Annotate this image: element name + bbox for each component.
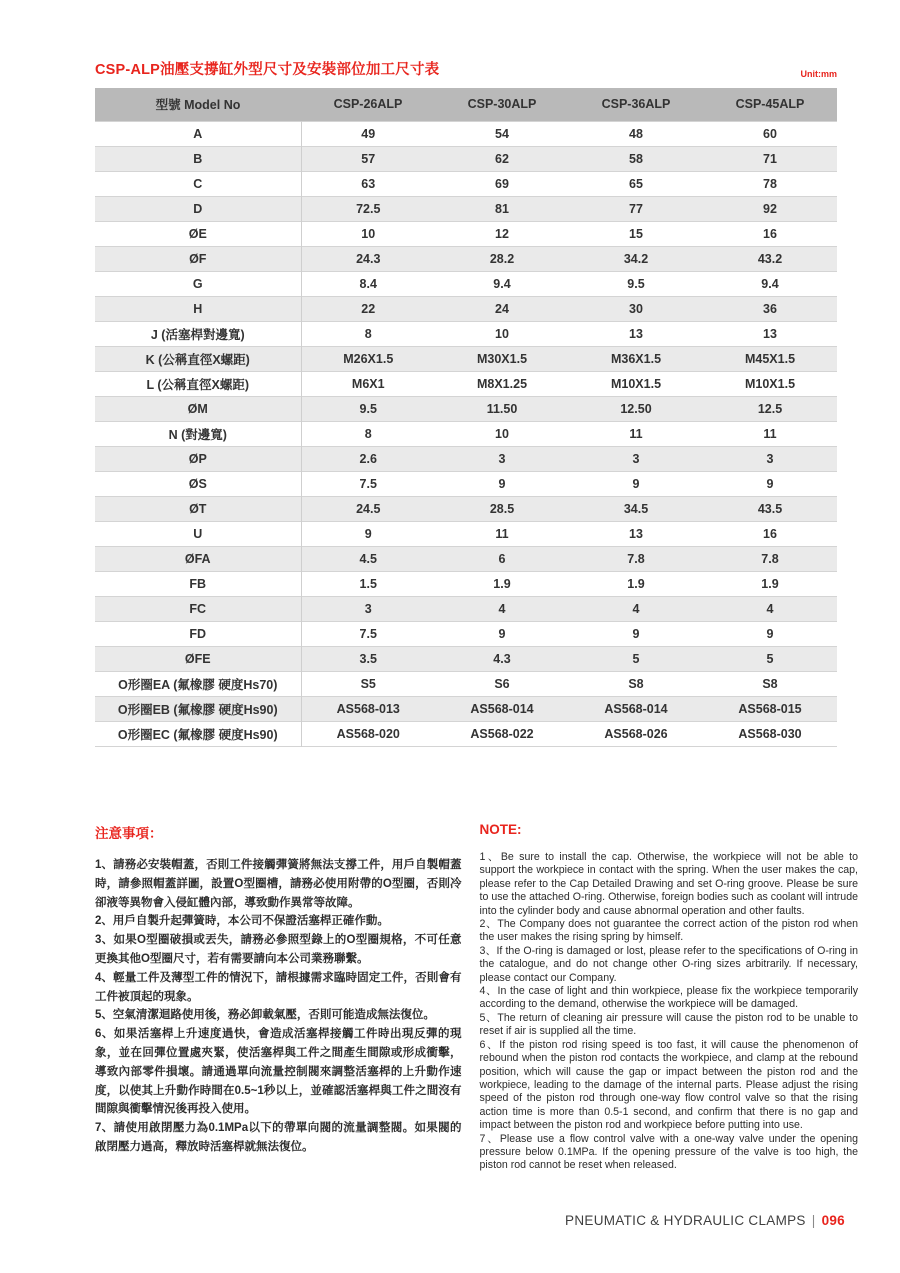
cell-value: 24 [435,296,569,321]
cell-value: 72.5 [301,196,435,221]
note-item-zh: 5、空氣清潔迴路使用後，務必卸載氣壓，否則可能造成無法復位。 [95,1009,435,1022]
row-label: B [95,146,301,171]
row-label: FC [95,596,301,621]
title-row [95,58,837,79]
page-footer [565,1213,845,1228]
footer-text: PNEUMATIC & HYDRAULIC CLAMPS [565,1213,806,1228]
table-row [95,521,837,546]
cell-value: AS568-020 [301,721,435,746]
cell-value: 15 [569,221,703,246]
cell-value: AS568-014 [569,696,703,721]
cell-value: M26X1.5 [301,346,435,371]
cell-value: 92 [703,196,837,221]
cell-value: 65 [569,171,703,196]
row-label: G [95,271,301,296]
cell-value: AS568-026 [569,721,703,746]
cell-value: 49 [301,121,435,146]
cell-value: 13 [569,321,703,346]
cell-value: 4.3 [435,646,569,671]
row-label: U [95,521,301,546]
cell-value: 8.4 [301,271,435,296]
cell-value: 12 [435,221,569,246]
cell-value: 3 [301,596,435,621]
cell-value: M6X1 [301,371,435,396]
cell-value: 9 [435,621,569,646]
table-row [95,596,837,621]
table-row [95,571,837,596]
cell-value: 9 [703,471,837,496]
spec-table-header [95,88,837,121]
cell-value: 1.9 [435,571,569,596]
cell-value: 7.5 [301,621,435,646]
cell-value: 12.50 [569,396,703,421]
cell-value: 4 [435,596,569,621]
table-row [95,221,837,246]
notes-section [95,822,858,1173]
row-label: ØS [95,471,301,496]
cell-value: 1.9 [569,571,703,596]
cell-value: M10X1.5 [569,371,703,396]
cell-value: 63 [301,171,435,196]
table-row [95,121,837,146]
table-row [95,421,837,446]
row-label: O形圈EA (氟橡膠 硬度Hs70) [95,671,301,696]
cell-value: 30 [569,296,703,321]
note-item-en: 4、In the case of light and thin workpiece, please fix the workpiece temporarily according to the demand, otherwise the workpiece will be damaged. [479,985,858,1011]
cell-value: 3 [435,446,569,471]
cell-value: 10 [301,221,435,246]
column-header-csp45alp: CSP-45ALP [703,88,837,121]
table-row [95,196,837,221]
cell-value: 3 [569,446,703,471]
cell-value: 77 [569,196,703,221]
row-label: K (公稱直徑X螺距) [95,346,301,371]
cell-value: 7.8 [703,546,837,571]
row-label: A [95,121,301,146]
cell-value: 28.5 [435,496,569,521]
cell-value: S8 [703,671,837,696]
row-label: D [95,196,301,221]
cell-value: 24.5 [301,496,435,521]
page-number: 096 [821,1213,845,1228]
spec-table-body [95,121,837,746]
cell-value: 9 [569,471,703,496]
cell-value: 1.5 [301,571,435,596]
cell-value: S5 [301,671,435,696]
row-label: O形圈EB (氟橡膠 硬度Hs90) [95,696,301,721]
cell-value: 9 [703,621,837,646]
cell-value: 22 [301,296,435,321]
table-row [95,721,837,746]
note-item-zh: 1、請務必安裝帽蓋，否則工件接觸彈簧將無法支撐工件，用戶自製帽蓋時，請參照帽蓋詳圖，設置O型圈槽，請務必使用附帶的O型圈，否則冷卻液等異物會入侵缸體內部，導致動作異常等故障。 [95,859,462,909]
cell-value: 9 [569,621,703,646]
unit-label: Unit:mm [800,69,837,79]
cell-value: 60 [703,121,837,146]
cell-value: 11 [435,521,569,546]
cell-value: 3.5 [301,646,435,671]
cell-value: 43.5 [703,496,837,521]
column-header-csp30alp: CSP-30ALP [435,88,569,121]
cell-value: 9.5 [569,271,703,296]
row-label: ØP [95,446,301,471]
cell-value: AS568-013 [301,696,435,721]
cell-value: 43.2 [703,246,837,271]
cell-value: 8 [301,421,435,446]
cell-value: 5 [569,646,703,671]
table-row [95,271,837,296]
row-label: FB [95,571,301,596]
cell-value: 54 [435,121,569,146]
notes-en-title: NOTE: [479,822,522,837]
row-label: ØF [95,246,301,271]
cell-value: M36X1.5 [569,346,703,371]
cell-value: 7.8 [569,546,703,571]
row-label: ØFA [95,546,301,571]
table-row [95,371,837,396]
table-row [95,346,837,371]
cell-value: 9.4 [435,271,569,296]
cell-value: 9 [301,521,435,546]
cell-value: 62 [435,146,569,171]
row-label: ØM [95,396,301,421]
note-item-en: 3、If the O-ring is damaged or lost, please refer to the specifications of O-ring in the catalogue, and do not change other O-ring sizes arbitrarily. If necessary, please contact our Company. [479,944,858,984]
cell-value: 7.5 [301,471,435,496]
table-row [95,496,837,521]
cell-value: 4 [569,596,703,621]
table-row [95,646,837,671]
notes-zh-list [95,856,462,1157]
cell-value: 69 [435,171,569,196]
table-row [95,621,837,646]
table-row [95,446,837,471]
table-row [95,471,837,496]
row-label: ØFE [95,646,301,671]
notes-zh-title: 注意事項： [95,826,163,841]
cell-value: 16 [703,521,837,546]
cell-value: M8X1.25 [435,371,569,396]
cell-value: AS568-030 [703,721,837,746]
note-item-en: 6、If the piston rod rising speed is too fast, it will cause the phenomenon of rebound when the piston rod contacts the workpiece, and clamp at the rebound position, which will cause the gap or impact between the piston rod and the workpiece, leading to the damage of the internal parts. Please adjust the rising speed of the piston rod through one-way flow control valve so that the rising action time is more than 0.5-1 second, and confirm that there is no gap and impact between the piston rod and workpiece before putting into use. [479,1038,858,1132]
cell-value: 48 [569,121,703,146]
column-header-model: 型號 Model No [95,88,301,121]
notes-zh [95,822,462,1173]
cell-value: 81 [435,196,569,221]
cell-value: 11.50 [435,396,569,421]
cell-value: 5 [703,646,837,671]
cell-value: 78 [703,171,837,196]
cell-value: 34.2 [569,246,703,271]
note-item-zh: 4、輕量工件及薄型工件的情況下，請根據需求臨時固定工件，否則會有工件被頂起的現象。 [95,971,462,1003]
table-row [95,396,837,421]
cell-value: 1.9 [703,571,837,596]
row-label: L (公稱直徑X螺距) [95,371,301,396]
cell-value: 24.3 [301,246,435,271]
page-title: CSP-ALP油壓支撐缸外型尺寸及安裝部位加工尺寸表 [95,62,440,78]
cell-value: M10X1.5 [703,371,837,396]
column-header-csp36alp: CSP-36ALP [569,88,703,121]
footer-separator: | [811,1213,816,1228]
cell-value: 34.5 [569,496,703,521]
spec-table [95,88,837,747]
cell-value: 71 [703,146,837,171]
cell-value: AS568-014 [435,696,569,721]
cell-value: S6 [435,671,569,696]
cell-value: 13 [703,321,837,346]
cell-value: M45X1.5 [703,346,837,371]
cell-value: AS568-015 [703,696,837,721]
cell-value: 10 [435,321,569,346]
table-row [95,146,837,171]
row-label: O形圈EC (氟橡膠 硬度Hs90) [95,721,301,746]
row-label: FD [95,621,301,646]
table-row [95,321,837,346]
cell-value: 6 [435,546,569,571]
note-item-en: 2、The Company does not guarantee the correct action of the piston rod when the user makes the rising spring by himself. [479,918,858,944]
cell-value: 28.2 [435,246,569,271]
note-item-zh: 2、用戶自製升起彈簧時，本公司不保證活塞桿正確作動。 [95,915,389,928]
notes-en [480,822,858,1173]
cell-value: 12.5 [703,396,837,421]
cell-value: M30X1.5 [435,346,569,371]
cell-value: S8 [569,671,703,696]
header-row [95,88,837,121]
cell-value: 58 [569,146,703,171]
cell-value: 16 [703,221,837,246]
cell-value: 3 [703,446,837,471]
table-row [95,546,837,571]
table-row [95,246,837,271]
table-row [95,296,837,321]
cell-value: 11 [703,421,837,446]
row-label: ØE [95,221,301,246]
cell-value: 9.4 [703,271,837,296]
note-item-en: 1、Be sure to install the cap. Otherwise, the workpiece will not be able to support the workpiece in contact with the spring. When the user makes the cap, please refer to the Cap Detailed Drawing and set O-ring groove. Please be sure to use the attached O-ring. Otherwise, foreign bodies such as coolant will intrude into the cylinder body and cause abnormal operation and other faults. [479,851,858,917]
cell-value: 57 [301,146,435,171]
cell-value: 9.5 [301,396,435,421]
notes-en-list [480,851,858,1173]
cell-value: 9 [435,471,569,496]
note-item-en: 5、The return of cleaning air pressure will cause the piston rod to be unable to reset if air is supplied all the time. [479,1011,858,1038]
column-header-csp26alp: CSP-26ALP [301,88,435,121]
note-item-en: 7、Please use a flow control valve with a one-way valve under the opening pressure below 0.1MPa. If the opening pressure of the valve is too high, the piston rod cannot be reset when released. [479,1132,858,1172]
table-row [95,696,837,721]
cell-value: 2.6 [301,446,435,471]
row-label: ØT [95,496,301,521]
note-item-zh: 7、請使用啟閉壓力為0.1MPa以下的帶單向閥的流量調整閥。如果閥的啟閉壓力過高，釋放時活塞桿就無法復位。 [95,1122,462,1153]
cell-value: 13 [569,521,703,546]
cell-value: 10 [435,421,569,446]
row-label: N (對邊寬) [95,421,301,446]
table-row [95,671,837,696]
note-item-zh: 3、如果O型圈破損或丟失，請務必參照型錄上的O型圈規格，不可任意更換其他O型圈尺寸，若有需要請向本公司業務聯繫。 [95,934,462,965]
cell-value: AS568-022 [435,721,569,746]
cell-value: 4.5 [301,546,435,571]
cell-value: 36 [703,296,837,321]
row-label: C [95,171,301,196]
table-row [95,171,837,196]
note-item-zh: 6、如果活塞桿上升速度過快，會造成活塞桿接觸工件時出現反彈的現象，並在回彈位置處夾緊，使活塞桿與工件之間產生間隙或形成衝擊，導致內部零件損壞。請通過單向流量控制閥來調整活塞桿的上升動作速度，以使其上升動作時間在0.5~1秒以上，並確認活塞桿與工件之間沒有間隙與衝擊情況後再投入使用。 [95,1028,462,1116]
row-label: J (活塞桿對邊寬) [95,321,301,346]
cell-value: 8 [301,321,435,346]
cell-value: 11 [569,421,703,446]
cell-value: 4 [703,596,837,621]
row-label: H [95,296,301,321]
